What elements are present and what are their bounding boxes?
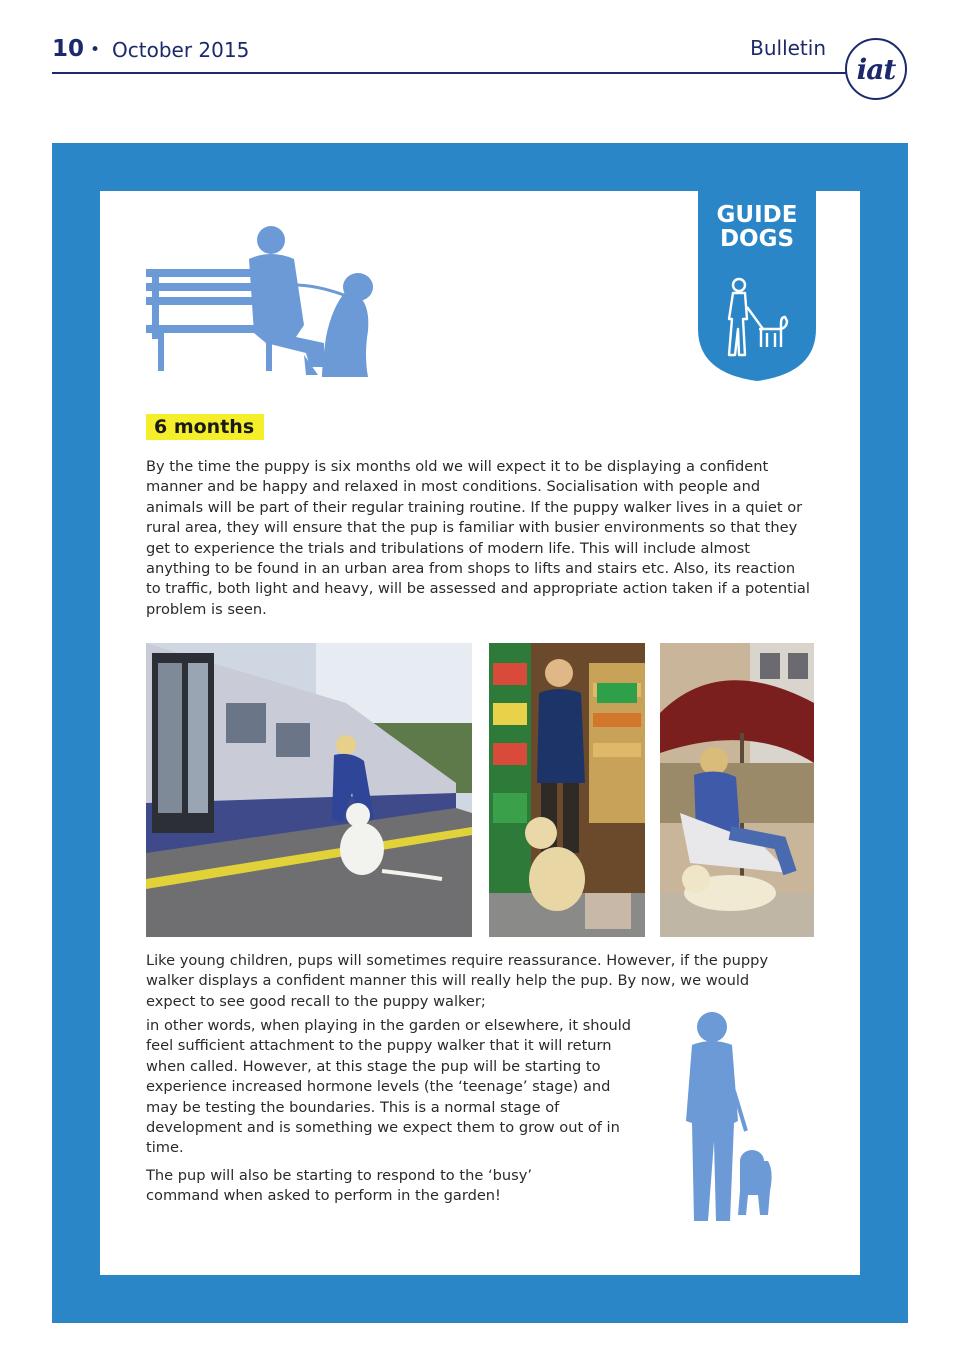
iat-logo	[845, 38, 907, 100]
badge-title	[698, 203, 816, 251]
badge-line-guide: GUIDE	[716, 202, 798, 228]
standing-person-dog-silhouette	[670, 1011, 780, 1229]
paragraph-busy-command: The pup will also be starting to respond to the ‘busy’ command when asked to perform in the garden!	[146, 1167, 532, 1205]
guide-dogs-badge	[698, 191, 816, 381]
header-separator: •	[90, 40, 101, 60]
logo-text: iat	[856, 52, 896, 86]
page-number: 10	[52, 36, 85, 62]
section-heading-highlight	[146, 414, 264, 440]
publication-name: Bulletin	[750, 36, 826, 60]
cafe-photo	[660, 643, 814, 937]
bench-person-dog-silhouette	[146, 225, 376, 385]
article-frame	[52, 143, 908, 1323]
train-platform-photo	[146, 643, 472, 937]
issue-date: October 2015	[112, 38, 250, 62]
person-with-guide-dog-icon	[723, 277, 791, 361]
paragraph-intro: By the time the puppy is six months old we will expect it to be displaying a confident manner and be happy and relaxed in most conditions. Socialisation with people and animals will be part of their regular training routine. If the puppy walker lives in a quiet or rural area, they will ensure that the pup is familiar with busier environments so that they get to experience the trials and tribulations of modern life. This will include almost anything to be found in an urban area from shops to lifts and stairs etc. Also, its reaction to traffic, both light and heavy, will be assessed and appropriate action taken if a potential problem is seen.	[146, 458, 810, 618]
badge-line-dogs: DOGS	[719, 226, 795, 252]
paragraph-recall: in other words, when playing in the garden or elsewhere, it should feel sufficient attachment to the puppy walker that it will return when called. However, at this stage the pup will be starting to experience increased hormone levels (the ‘teenage’ stage) and may be testing the boundaries. This is a normal stage of development and is something we expect them to grow out of in time.	[146, 1017, 632, 1157]
section-heading: 6 months	[154, 416, 255, 438]
paragraph-reassurance: Like young children, pups will sometimes require reassurance. However, if the puppy walker displays a confident manner this will really help the pup. By now, we would expect to see good recall to the puppy walker;	[146, 952, 769, 1010]
article-panel	[100, 191, 860, 1275]
header-rule	[52, 72, 852, 74]
shop-photo	[489, 643, 645, 937]
page-header	[52, 30, 908, 90]
